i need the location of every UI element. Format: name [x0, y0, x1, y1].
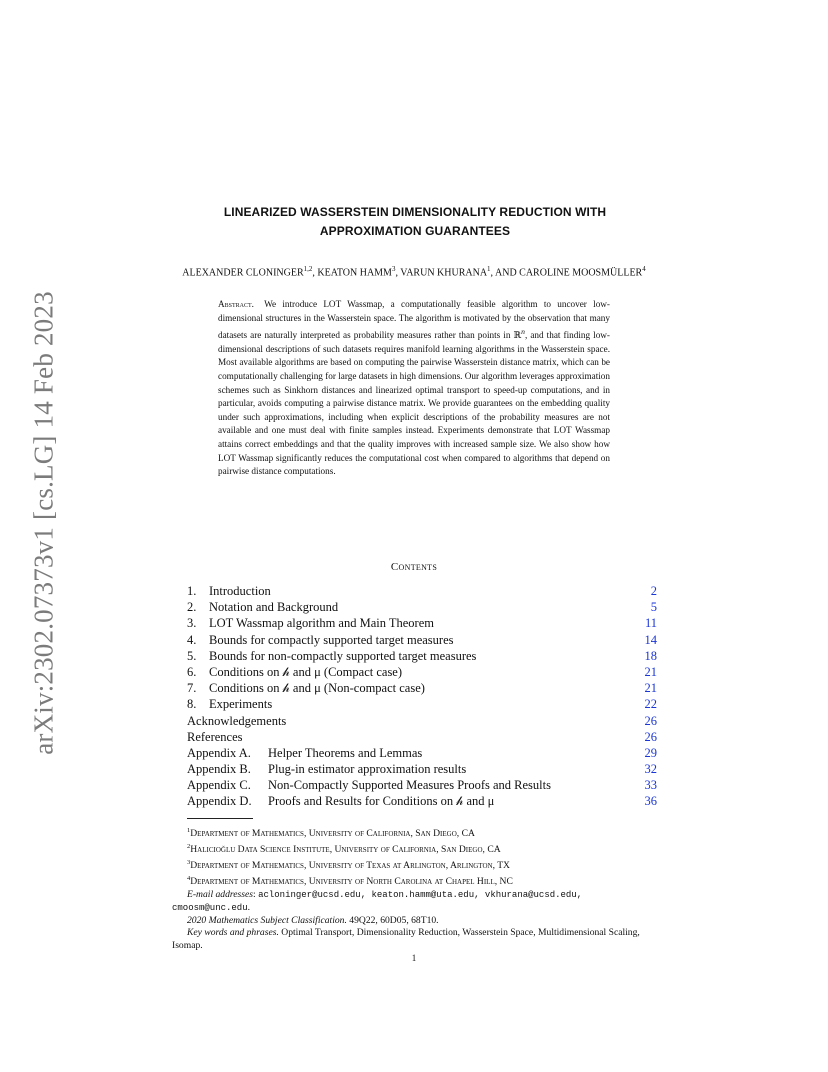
toc-entry-title: Notation and Background: [209, 600, 339, 615]
footnote-rule: [187, 818, 253, 819]
toc-page-link[interactable]: 21: [644, 681, 657, 696]
toc-entry-number: 4.: [187, 632, 197, 647]
paper-title: [175, 203, 655, 241]
toc-entry[interactable]: [187, 664, 657, 680]
title-line-2: APPROXIMATION GUARANTEES: [319, 224, 511, 238]
toc-page-link[interactable]: 26: [644, 713, 657, 728]
toc-entry[interactable]: [187, 599, 657, 615]
footnote-affiliation: [172, 825, 658, 841]
toc-page-link[interactable]: 26: [644, 729, 657, 744]
email-address-continued: cmoosm@unc.edu: [172, 902, 248, 913]
toc-entry-title: Experiments: [209, 697, 273, 712]
toc-entry-number: 8.: [187, 697, 197, 712]
toc-entry-number: 1.: [187, 584, 197, 598]
toc-appendix-entry[interactable]: [187, 793, 657, 809]
keywords-footnote: [172, 927, 658, 953]
toc-entry-title: Non-Compactly Supported Measures Proofs and Results: [268, 778, 551, 793]
affiliation-text: Department of Mathematics, University of California, San Diego, CA: [190, 828, 475, 840]
email-footnote: E-mail addresses: acloninger@ucsd.edu, keaton.hamm@uta.edu, vkhurana@ucsd.edu,: [187, 888, 583, 900]
affiliation-text: Department of Mathematics, University of North Carolina at Chapel Hill, NC: [190, 876, 513, 888]
toc-entry[interactable]: [187, 680, 657, 696]
toc-page-link[interactable]: 22: [644, 697, 657, 712]
abstract-text-part-2: , and that finding low-dimensional descriptions of such datasets requires manifold learning algorithms in the Wasserstein space. Most available algorithms are based on computing the pairwise Wasserstein distance matrix, which can be computationally challenging for large datasets in high dimensions. Our algorithm leverages approximation schemes such as Sinkhorn distances and linearized optimal transport to speed-up computations, and in particular, avoids computing a pairwise distance matrix. We provide guarantees on the embedding quality under such approximations, including when explicit descriptions of the probability measures are not available and one must deal with finite samples instead. Experiments demonstrate that LOT Wassmap attains correct embeddings and that the quality improves with increased sample size. We also show how LOT Wassmap significantly reduces the computational cost when compared to algorithms that depend on pairwise distance computations.: [218, 330, 610, 477]
abstract: [218, 298, 610, 479]
affiliation-marker: 1,2: [303, 265, 313, 273]
toc-entry[interactable]: [187, 583, 657, 599]
footnote-marker: 4: [187, 874, 191, 882]
toc-entry-title: Conditions on 𝒽 and μ (Non-compact case): [209, 681, 425, 696]
toc-entry[interactable]: [187, 713, 657, 729]
toc-entry[interactable]: [187, 729, 657, 745]
toc-entry-number: 7.: [187, 681, 197, 696]
msc-label: 2020 Mathematics Subject Classification.: [187, 914, 347, 926]
toc-appendix-label: Appendix B.: [187, 762, 251, 777]
toc-entry[interactable]: [187, 648, 657, 664]
toc-page-link[interactable]: 36: [644, 794, 657, 809]
footnote-affiliation: [172, 857, 658, 873]
toc-page-link[interactable]: 11: [644, 616, 657, 631]
toc-appendix-label: Appendix C.: [187, 778, 251, 793]
toc-appendix-entry[interactable]: [187, 745, 657, 761]
real-space-symbol: ℝ: [513, 330, 522, 341]
toc-page-link[interactable]: 21: [644, 664, 657, 679]
affiliation-marker: 1: [487, 265, 491, 273]
footnote-marker: 2: [187, 842, 191, 850]
footnotes: [172, 825, 658, 953]
author-name: ALEXANDER CLONINGER: [182, 267, 304, 279]
toc-appendix-label: Appendix D.: [187, 794, 252, 809]
msc-footnote: [172, 915, 658, 928]
toc-page-link[interactable]: 2: [650, 584, 657, 598]
toc-entry-title: References: [187, 729, 243, 744]
title-line-1: LINEARIZED WASSERSTEIN DIMENSIONALITY REDUCTION WITH: [223, 205, 607, 219]
toc-appendix-entry[interactable]: [187, 777, 657, 793]
toc-entry-title: Bounds for non-compactly supported target measures: [209, 648, 477, 663]
toc-entry-title: Bounds for compactly supported target measures: [209, 632, 454, 647]
keywords-label: Key words and phrases.: [187, 927, 279, 939]
toc-appendix-label: Appendix A.: [187, 745, 251, 760]
author-name: , KEATON HAMM: [312, 267, 392, 279]
toc-page-link[interactable]: 18: [644, 648, 657, 663]
toc-page-link[interactable]: 5: [650, 600, 657, 615]
toc-entry[interactable]: [187, 632, 657, 648]
toc-entry-title: Conditions on 𝒽 and μ (Compact case): [209, 664, 403, 679]
abstract-heading: Abstract.: [218, 299, 254, 309]
toc-appendix-entry[interactable]: [187, 761, 657, 777]
arxiv-identifier-stamp: arXiv:2302.07373v1 [cs.LG] 14 Feb 2023: [28, 291, 59, 755]
affiliation-marker: 3: [391, 265, 396, 273]
affiliation-marker: 4: [642, 265, 646, 273]
author-list: [140, 262, 688, 280]
page-number: 1: [411, 953, 417, 963]
toc-entry-title: Helper Theorems and Lemmas: [268, 745, 423, 760]
affiliation-text: Department of Mathematics, University of Texas at Arlington, Arlington, TX: [190, 860, 510, 872]
footnote-affiliation: [172, 841, 658, 857]
footnote-marker: 3: [187, 858, 191, 866]
msc-codes: 49Q22, 60D05, 68T10.: [349, 914, 439, 926]
toc-entry[interactable]: [187, 696, 657, 712]
email-addresses: acloninger@ucsd.edu, keaton.hamm@uta.edu, vkhurana@ucsd.edu,: [258, 889, 583, 900]
author-name: , VARUN KHURANA: [395, 267, 488, 279]
email-label: E-mail addresses: [187, 888, 253, 900]
email-footnote-continued: cmoosm@unc.edu.: [172, 901, 251, 913]
author-name: , AND CAROLINE MOOSMÜLLER: [490, 267, 643, 279]
toc-page-link[interactable]: 32: [644, 762, 657, 777]
toc-entry-title: Acknowledgements: [187, 713, 287, 728]
toc-page-link[interactable]: 14: [644, 632, 657, 647]
toc-entry-title: LOT Wassmap algorithm and Main Theorem: [209, 616, 434, 631]
contents-heading: Contents: [390, 561, 438, 573]
toc-entry-number: 6.: [187, 664, 197, 679]
table-of-contents: [187, 583, 657, 810]
toc-entry-number: 3.: [187, 616, 197, 631]
toc-entry-number: 2.: [187, 600, 197, 615]
toc-entry-number: 5.: [187, 648, 197, 663]
toc-page-link[interactable]: 29: [644, 745, 657, 760]
footnote-affiliation: [172, 873, 658, 889]
toc-page-link[interactable]: 33: [644, 778, 657, 793]
toc-entry-title: Proofs and Results for Conditions on 𝒽 and μ: [268, 794, 495, 809]
abstract-text-part-1: We introduce LOT Wassmap, a computationally feasible algorithm to uncover low-dimensional structures in the Wasserstein space. The algorithm is motivated by the observation that many datasets are naturally interpreted as probability measures rather than points in: [218, 299, 610, 341]
footnote-marker: 1: [187, 827, 191, 834]
affiliation-text: Halıcıoğlu Data Science Institute, University of California, San Diego, CA: [190, 844, 501, 856]
toc-entry[interactable]: [187, 615, 657, 631]
real-space-exponent: n: [521, 327, 525, 337]
toc-entry-title: Introduction: [209, 584, 271, 598]
keywords-text: Optimal Transport, Dimensionality Reduction, Wasserstein Space, Multidimensional Scaling, Isomap.: [172, 927, 640, 952]
toc-entry-title: Plug-in estimator approximation results: [268, 762, 467, 777]
